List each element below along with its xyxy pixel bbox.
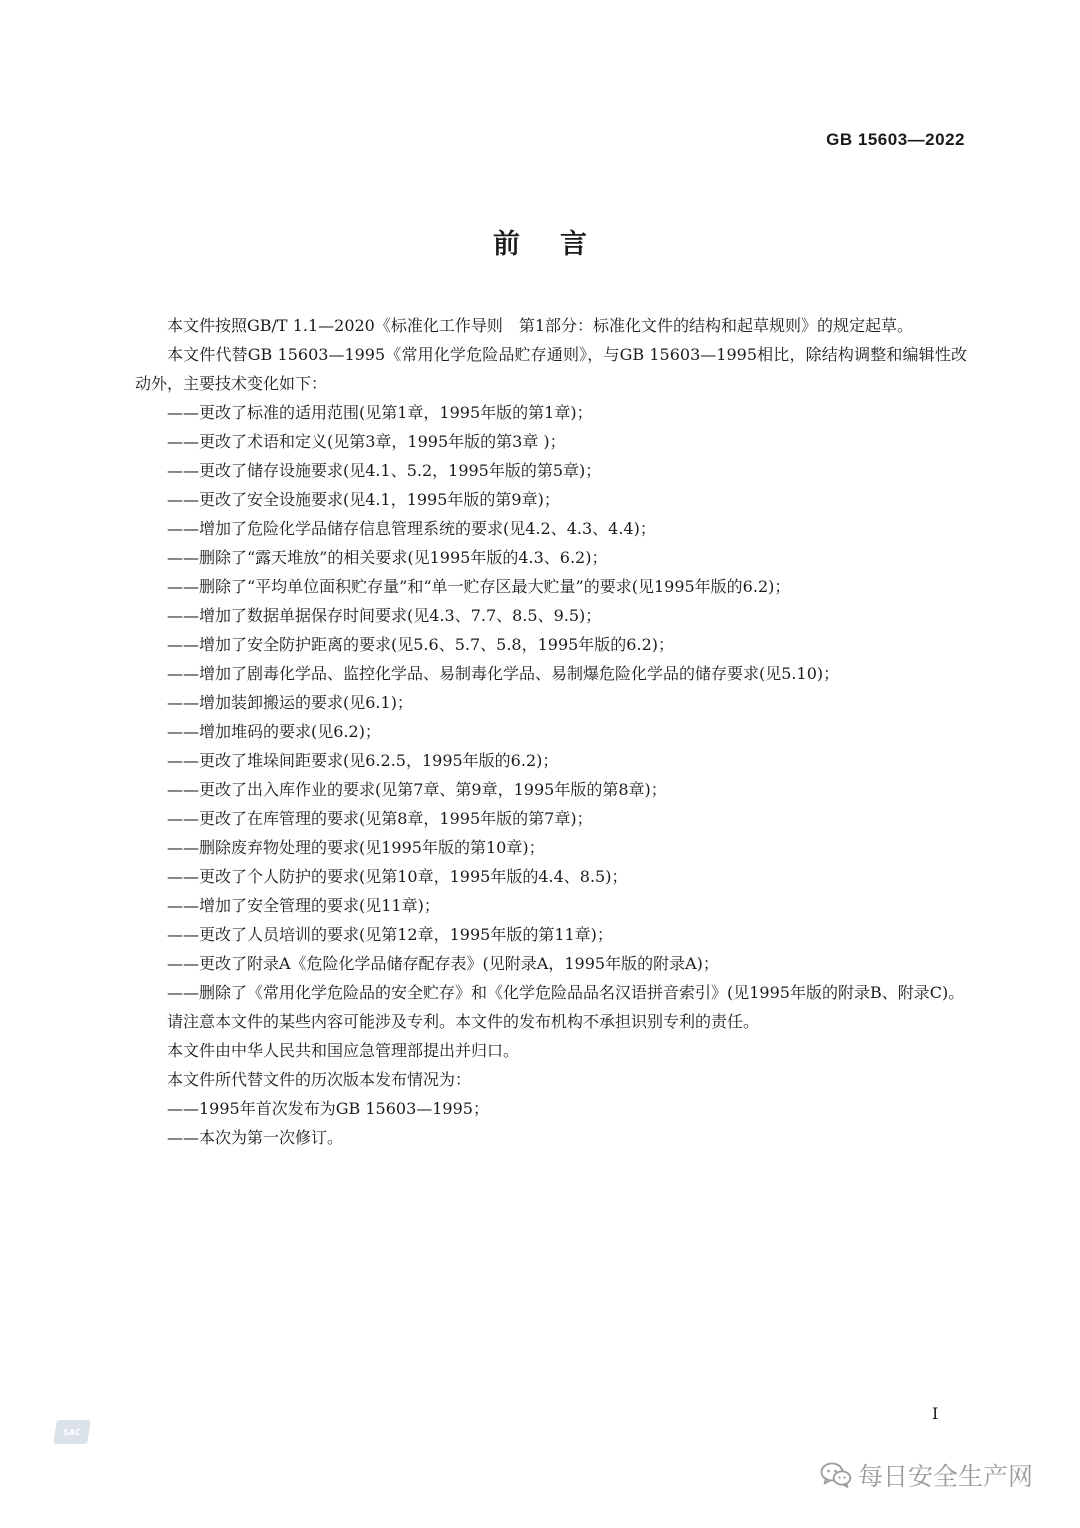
list-item: ——更改了在库管理的要求(见第8章，1995年版的第7章)； [167, 809, 593, 828]
list-item: ——更改了储存设施要求(见4.1、5.2，1995年版的第5章)； [167, 461, 602, 480]
list-item: ——删除了《常用化学危险品的安全贮存》和《化学危险品品名汉语拼音索引》(见1995年版的附录B、附录C)。 [167, 983, 965, 1002]
list-item: ——增加堆码的要求(见6.2)； [167, 722, 381, 741]
paragraph: 本文件由中华人民共和国应急管理部提出并归口。 [167, 1041, 520, 1060]
list-item: ——更改了标准的适用范围(见第1章，1995年版的第1章)； [167, 403, 593, 422]
list-item: ——增加了危险化学品储存信息管理系统的要求(见4.2、4.3、4.4)； [167, 519, 656, 538]
paragraph: 本文件代替GB 15603—1995《常用化学危险品贮存通则》，与GB 15603—1995相比，除结构调整和编辑性改动外，主要技术变化如下： [135, 345, 967, 393]
standard-code: GB 15603—2022 [826, 130, 965, 149]
list-item: ——删除了“露天堆放”的相关要求(见1995年版的4.3、6.2)； [167, 548, 608, 567]
wechat-icon [820, 1461, 852, 1489]
paragraph: 本文件按照GB/T 1.1—2020《标准化工作导则 第1部分：标准化文件的结构和起草规则》的规定起草。 [167, 316, 914, 335]
paragraph: 本文件所代替文件的历次版本发布情况为： [167, 1070, 472, 1089]
sac-logo: SAC [53, 1420, 90, 1444]
history-list [135, 1094, 967, 1152]
page-title: 前言 [493, 229, 627, 260]
watermark [820, 1457, 1033, 1493]
list-item: ——更改了个人防护的要求(见第10章，1995年版的4.4、8.5)； [167, 867, 628, 886]
list-item: ——更改了堆垛间距要求(见6.2.5，1995年版的6.2)； [167, 751, 559, 770]
document-body [135, 311, 967, 1152]
list-item: ——删除了“平均单位面积贮存量”和“单一贮存区最大贮量”的要求(见1995年版的6.2)； [167, 577, 791, 596]
list-item: ——本次为第一次修订。 [167, 1128, 344, 1147]
list-item: ——增加装卸搬运的要求(见6.1)； [167, 693, 413, 712]
list-item: ——增加了剧毒化学品、监控化学品、易制毒化学品、易制爆危险化学品的储存要求(见5.10)； [167, 664, 840, 683]
list-item: ——1995年首次发布为GB 15603—1995； [167, 1099, 489, 1118]
paragraph: 请注意本文件的某些内容可能涉及专利。本文件的发布机构不承担识别专利的责任。 [167, 1012, 760, 1031]
list-item: ——更改了出入库作业的要求(见第7章、第9章，1995年版的第8章)； [167, 780, 667, 799]
list-item: ——更改了安全设施要求(见4.1，1995年版的第9章)； [167, 490, 560, 509]
page-number: I [932, 1404, 939, 1423]
list-item: ——更改了人员培训的要求(见第12章，1995年版的第11章)； [167, 925, 613, 944]
list-item: ——更改了附录A《危险化学品储存配存表》(见附录A，1995年版的附录A)； [167, 954, 719, 973]
list-item: ——更改了术语和定义(见第3章，1995年版的第3章 )； [167, 432, 566, 451]
watermark-text: 每日安全生产网 [858, 1462, 1034, 1491]
list-item: ——增加了安全防护距离的要求(见5.6、5.7、5.8，1995年版的6.2)； [167, 635, 674, 654]
list-item: ——增加了安全管理的要求(见11章)； [167, 896, 440, 915]
changes-list [135, 398, 967, 1007]
list-item: ——删除废弃物处理的要求(见1995年版的第10章)； [167, 838, 545, 857]
list-item: ——增加了数据单据保存时间要求(见4.3、7.7、8.5、9.5)； [167, 606, 602, 625]
